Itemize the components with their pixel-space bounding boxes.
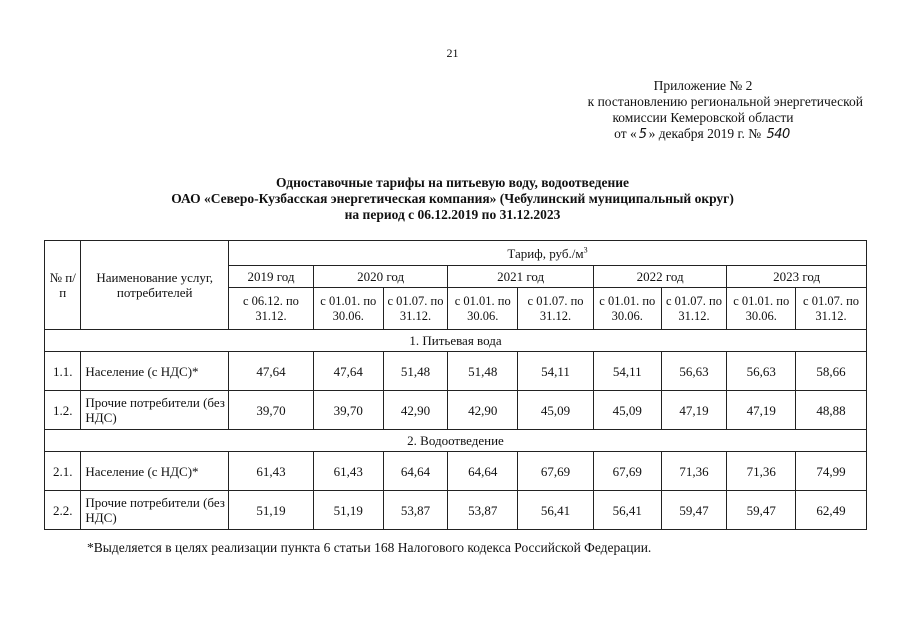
period-6: с 01.01. по 30.06. [593,288,661,330]
value-cell: 64,64 [448,452,518,491]
value-cell: 58,66 [796,352,867,391]
header-service-name: Наименование услуг, потребителей [81,241,229,330]
date-prefix: от « [614,126,637,141]
footnote: *Выделяется в целях реализации пункта 6 статьи 168 Налогового кодекса Российской Федерации. [87,540,652,555]
value-cell: 51,19 [313,491,383,530]
year-2023: 2023 год [727,266,867,288]
handwritten-number: 540 [766,127,790,142]
value-cell: 64,64 [383,452,448,491]
value-cell: 62,49 [796,491,867,530]
year-2020: 2020 год [313,266,447,288]
value-cell: 61,43 [313,452,383,491]
period-1: с 06.12. по 31.12. [228,288,313,330]
table-row [45,391,867,430]
page-number: 21 [446,46,459,60]
value-cell: 56,41 [518,491,594,530]
row-num: 1.1. [45,352,81,391]
appendix-line-3: комиссии Кемеровской области [612,110,794,125]
value-cell: 67,69 [518,452,594,491]
year-2022: 2022 год [593,266,726,288]
value-cell: 51,48 [383,352,448,391]
value-cell: 47,19 [727,391,796,430]
row-num: 2.2. [45,491,81,530]
section-title: 2. Водоотведение [45,430,867,452]
date-middle: » декабря 2019 г. № [648,126,762,141]
appendix-title: Приложение № 2 [653,78,753,93]
title-line-1: Одноставочные тарифы на питьевую воду, водоотведение [275,175,630,190]
value-cell: 54,11 [593,352,661,391]
appendix-block [543,78,863,143]
value-cell: 51,19 [228,491,313,530]
period-7: с 01.07. по 31.12. [661,288,727,330]
header-tariff-sup: 3 [583,245,588,255]
value-cell: 42,90 [383,391,448,430]
period-2: с 01.01. по 30.06. [313,288,383,330]
value-cell: 51,48 [448,352,518,391]
value-cell: 74,99 [796,452,867,491]
header-num: № п/п [45,241,81,330]
value-cell: 45,09 [518,391,594,430]
handwritten-day: 5 [638,127,647,142]
row-num: 1.2. [45,391,81,430]
value-cell: 56,63 [661,352,727,391]
value-cell: 39,70 [313,391,383,430]
tariff-table [44,240,867,530]
row-name: Прочие потребители (без НДС) [81,491,229,530]
title-line-3: на период с 06.12.2019 по 31.12.2023 [344,207,561,222]
row-num: 2.1. [45,452,81,491]
header-tariff-label: Тариф, руб./м [507,245,584,261]
row-name: Прочие потребители (без НДС) [81,391,229,430]
value-cell: 59,47 [727,491,796,530]
value-cell: 48,88 [796,391,867,430]
value-cell: 39,70 [228,391,313,430]
period-5: с 01.07. по 31.12. [518,288,594,330]
value-cell: 67,69 [593,452,661,491]
row-name: Население (с НДС)* [81,452,229,491]
row-name: Население (с НДС)* [81,352,229,391]
table-row [45,352,867,391]
section-title: 1. Питьевая вода [45,330,867,352]
value-cell: 42,90 [448,391,518,430]
value-cell: 61,43 [228,452,313,491]
document-title [0,175,905,223]
period-9: с 01.07. по 31.12. [796,288,867,330]
value-cell: 45,09 [593,391,661,430]
value-cell: 71,36 [727,452,796,491]
period-4: с 01.01. по 30.06. [448,288,518,330]
value-cell: 47,64 [228,352,313,391]
value-cell: 53,87 [383,491,448,530]
table-row [45,452,867,491]
title-line-2: ОАО «Северо-Кузбасская энергетическая компания» (Чебулинский муниципальный округ) [171,191,734,206]
value-cell: 56,63 [727,352,796,391]
value-cell: 56,41 [593,491,661,530]
value-cell: 59,47 [661,491,727,530]
year-2019: 2019 год [228,266,313,288]
year-2021: 2021 год [448,266,594,288]
value-cell: 54,11 [518,352,594,391]
period-8: с 01.01. по 30.06. [727,288,796,330]
appendix-line-2: к постановлению региональной энергетической [587,94,863,109]
value-cell: 71,36 [661,452,727,491]
table-row [45,491,867,530]
period-3: с 01.07. по 31.12. [383,288,448,330]
header-tariff [228,241,866,266]
value-cell: 47,64 [313,352,383,391]
appendix-date-line [543,126,863,143]
value-cell: 47,19 [661,391,727,430]
value-cell: 53,87 [448,491,518,530]
